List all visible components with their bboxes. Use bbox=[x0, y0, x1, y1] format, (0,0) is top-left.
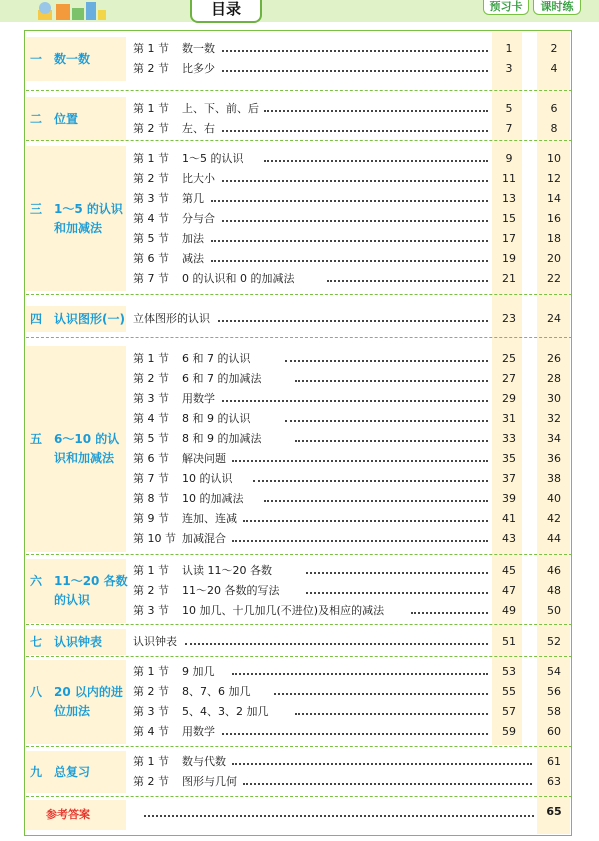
section-topic: 8 和 9 的加减法 bbox=[182, 432, 262, 445]
chapter-number: 一 bbox=[30, 52, 43, 66]
leader-dots bbox=[285, 360, 488, 362]
section-number: 立体图形的认识 bbox=[133, 312, 210, 325]
chapter-divider bbox=[26, 624, 572, 625]
chapter-divider bbox=[26, 796, 572, 797]
practice-page-number: 46 bbox=[547, 564, 561, 577]
building-blocks-icon bbox=[36, 0, 108, 20]
practice-page-number: 54 bbox=[547, 665, 561, 678]
leader-dots bbox=[222, 130, 488, 132]
toc-entry[interactable] bbox=[26, 682, 572, 702]
leader-dots bbox=[264, 160, 488, 162]
section-number: 第 8 节 bbox=[133, 492, 169, 505]
toc-entry[interactable] bbox=[26, 409, 572, 429]
toc-entry[interactable] bbox=[26, 389, 572, 409]
chapter-name-line: 数一数 bbox=[54, 52, 91, 66]
preview-page-number: 41 bbox=[502, 512, 516, 525]
section-topic: 减法 bbox=[182, 252, 204, 265]
toc-entry[interactable] bbox=[26, 529, 572, 549]
chapter-number: 九 bbox=[30, 765, 43, 779]
section-number: 第 9 节 bbox=[133, 512, 169, 525]
preview-page-number: 25 bbox=[502, 352, 516, 365]
practice-page-number: 58 bbox=[547, 705, 561, 718]
preview-page-number: 33 bbox=[502, 432, 516, 445]
chapter-name-line: 的认识 bbox=[54, 593, 91, 607]
section-topic: 比大小 bbox=[182, 172, 215, 185]
preview-page-number: 37 bbox=[502, 472, 516, 485]
answer-key-page: 65 bbox=[546, 805, 562, 818]
chapter-name-line: 1～5 的认识 bbox=[54, 202, 123, 216]
chapter-number: 三 bbox=[30, 202, 43, 216]
section-topic: 9 加几 bbox=[182, 665, 215, 678]
leader-dots bbox=[222, 180, 488, 182]
leader-dots bbox=[218, 320, 488, 322]
leader-dots bbox=[211, 200, 488, 202]
section-number: 第 2 节 bbox=[133, 62, 169, 75]
practice-page-number: 24 bbox=[547, 312, 561, 325]
section-number: 第 4 节 bbox=[133, 212, 169, 225]
chapter-name-line: 20 以内的进 bbox=[54, 685, 123, 699]
section-topic: 分与合 bbox=[182, 212, 215, 225]
toc-entry[interactable] bbox=[26, 189, 572, 209]
section-number: 第 1 节 bbox=[133, 352, 169, 365]
practice-page-number: 26 bbox=[547, 352, 561, 365]
preview-page-number: 51 bbox=[502, 635, 516, 648]
section-number: 第 6 节 bbox=[133, 452, 169, 465]
section-topic: 8、7、6 加几 bbox=[182, 685, 251, 698]
toc-entry[interactable] bbox=[26, 209, 572, 229]
leader-dots bbox=[222, 400, 488, 402]
leader-dots bbox=[411, 612, 488, 614]
toc-entry[interactable] bbox=[26, 369, 572, 389]
toc-entry[interactable] bbox=[26, 772, 572, 792]
toc-entry[interactable] bbox=[26, 99, 572, 119]
section-number: 第 2 节 bbox=[133, 372, 169, 385]
preview-page-number: 59 bbox=[502, 725, 516, 738]
section-topic: 第几 bbox=[182, 192, 204, 205]
leader-dots bbox=[243, 520, 488, 522]
practice-page-number: 34 bbox=[547, 432, 561, 445]
chapter-divider bbox=[26, 746, 572, 747]
section-number: 第 3 节 bbox=[133, 705, 169, 718]
section-number: 认识钟表 bbox=[133, 635, 177, 648]
leader-dots bbox=[306, 592, 488, 594]
chapter-number: 五 bbox=[30, 432, 43, 446]
chapter-name-line: 6～10 的认 bbox=[54, 432, 120, 446]
section-topic: 0 的认识和 0 的加减法 bbox=[182, 272, 295, 285]
preview-page-number: 45 bbox=[502, 564, 516, 577]
practice-page-number: 6 bbox=[550, 102, 558, 115]
practice-page-number: 63 bbox=[547, 775, 561, 788]
section-number: 第 3 节 bbox=[133, 192, 169, 205]
section-number: 第 10 节 bbox=[133, 532, 176, 545]
leader-dots bbox=[144, 815, 534, 817]
toc-entry[interactable] bbox=[26, 561, 572, 581]
leader-dots bbox=[211, 240, 488, 242]
section-topic: 解决问题 bbox=[182, 452, 226, 465]
leader-dots bbox=[295, 380, 488, 382]
practice-page-number: 52 bbox=[547, 635, 561, 648]
leader-dots bbox=[185, 643, 488, 645]
toc-entry[interactable] bbox=[26, 489, 572, 509]
practice-page-number: 28 bbox=[547, 372, 561, 385]
toc-entry[interactable] bbox=[26, 59, 572, 79]
section-topic: 5、4、3、2 加几 bbox=[182, 705, 269, 718]
leader-dots bbox=[295, 713, 488, 715]
leader-dots bbox=[285, 420, 488, 422]
preview-page-number: 43 bbox=[502, 532, 516, 545]
leader-dots bbox=[232, 673, 488, 675]
chapter-block bbox=[26, 629, 572, 655]
preview-page-number: 31 bbox=[502, 412, 516, 425]
practice-page-number: 36 bbox=[547, 452, 561, 465]
chapter-block bbox=[26, 751, 572, 793]
preview-page-number: 27 bbox=[502, 372, 516, 385]
section-topic: 用数学 bbox=[182, 392, 215, 405]
section-number: 第 2 节 bbox=[133, 775, 169, 788]
preview-page-number: 39 bbox=[502, 492, 516, 505]
leader-dots bbox=[232, 460, 488, 462]
section-number: 第 1 节 bbox=[133, 564, 169, 577]
toc-entry[interactable] bbox=[26, 581, 572, 601]
practice-page-number: 50 bbox=[547, 604, 561, 617]
section-number: 第 2 节 bbox=[133, 122, 169, 135]
practice-page-number: 2 bbox=[550, 42, 558, 55]
practice-page-number: 18 bbox=[547, 232, 561, 245]
section-number: 第 3 节 bbox=[133, 392, 169, 405]
preview-page-number: 55 bbox=[502, 685, 516, 698]
toc-entry[interactable] bbox=[26, 39, 572, 59]
section-topic: 1～5 的认识 bbox=[182, 152, 244, 165]
toc-entry[interactable] bbox=[26, 119, 572, 139]
leader-dots bbox=[211, 260, 488, 262]
section-number: 第 1 节 bbox=[133, 755, 169, 768]
chapter-divider bbox=[26, 656, 572, 657]
section-topic: 比多少 bbox=[182, 62, 215, 75]
preview-page-number: 47 bbox=[502, 584, 516, 597]
practice-page-number: 44 bbox=[547, 532, 561, 545]
toc-entry[interactable] bbox=[26, 309, 572, 329]
section-topic: 10 加几、十几加几(不进位)及相应的减法 bbox=[182, 604, 385, 617]
preview-page-number: 5 bbox=[505, 102, 513, 115]
toc-entry[interactable] bbox=[26, 349, 572, 369]
section-topic: 认读 11～20 各数 bbox=[182, 564, 272, 577]
preview-page-number: 3 bbox=[505, 62, 513, 75]
section-number: 第 2 节 bbox=[133, 685, 169, 698]
practice-page-number: 42 bbox=[547, 512, 561, 525]
preview-page-number: 19 bbox=[502, 252, 516, 265]
chapter-block bbox=[26, 306, 572, 332]
chapter-divider bbox=[26, 140, 572, 141]
preview-card-tag: 预习卡 bbox=[483, 0, 529, 15]
preview-page-number: 17 bbox=[502, 232, 516, 245]
leader-dots bbox=[295, 440, 488, 442]
section-number: 第 7 节 bbox=[133, 472, 169, 485]
chapter-divider bbox=[26, 554, 572, 555]
toc-entry[interactable] bbox=[26, 702, 572, 722]
practice-page-number: 12 bbox=[547, 172, 561, 185]
section-topic: 数一数 bbox=[182, 42, 215, 55]
practice-page-number: 32 bbox=[547, 412, 561, 425]
chapter-name-line: 总复习 bbox=[54, 765, 91, 779]
practice-page-number: 16 bbox=[547, 212, 561, 225]
toc-entry[interactable] bbox=[26, 509, 572, 529]
chapter-number: 四 bbox=[30, 312, 43, 326]
preview-page-number: 23 bbox=[502, 312, 516, 325]
preview-page-number: 35 bbox=[502, 452, 516, 465]
page-title: 目录 bbox=[190, 0, 262, 23]
practice-page-number: 61 bbox=[547, 755, 561, 768]
practice-page-number: 38 bbox=[547, 472, 561, 485]
chapter-block bbox=[26, 346, 572, 552]
practice-page-number: 40 bbox=[547, 492, 561, 505]
chapter-name-line: 位置 bbox=[54, 112, 79, 126]
leader-dots bbox=[264, 110, 488, 112]
section-topic: 上、下、前、后 bbox=[182, 102, 259, 115]
toc-entry[interactable] bbox=[26, 752, 572, 772]
chapter-number: 六 bbox=[30, 574, 43, 588]
chapter-name-line: 认识钟表 bbox=[54, 635, 103, 649]
preview-page-number: 1 bbox=[505, 42, 513, 55]
toc-entry[interactable] bbox=[26, 169, 572, 189]
section-topic: 图形与几何 bbox=[182, 775, 237, 788]
section-topic: 加减混合 bbox=[182, 532, 226, 545]
answer-key-label: 参考答案 bbox=[46, 808, 90, 821]
answer-key-row[interactable] bbox=[26, 800, 572, 830]
section-topic: 6 和 7 的加减法 bbox=[182, 372, 262, 385]
section-topic: 左、右 bbox=[182, 122, 215, 135]
practice-page-number: 10 bbox=[547, 152, 561, 165]
leader-dots bbox=[306, 572, 488, 574]
leader-dots bbox=[264, 500, 488, 502]
chapter-name-line: 认识图形(一) bbox=[54, 312, 125, 326]
section-topic: 10 的加减法 bbox=[182, 492, 244, 505]
leader-dots bbox=[243, 783, 532, 785]
toc-entry[interactable] bbox=[26, 269, 572, 289]
section-topic: 连加、连减 bbox=[182, 512, 237, 525]
toc-entry[interactable] bbox=[26, 429, 572, 449]
preview-page-number: 11 bbox=[502, 172, 516, 185]
practice-page-number: 60 bbox=[547, 725, 561, 738]
leader-dots bbox=[274, 693, 488, 695]
chapter-name-line: 识和加减法 bbox=[54, 451, 115, 465]
lesson-practice-tag: 课时练 bbox=[533, 0, 581, 15]
section-number: 第 1 节 bbox=[133, 42, 169, 55]
practice-page-number: 14 bbox=[547, 192, 561, 205]
practice-page-number: 8 bbox=[550, 122, 558, 135]
chapter-block bbox=[26, 146, 572, 291]
section-number: 第 3 节 bbox=[133, 604, 169, 617]
toc-entry[interactable] bbox=[26, 149, 572, 169]
section-number: 第 7 节 bbox=[133, 272, 169, 285]
leader-dots bbox=[232, 540, 488, 542]
section-number: 第 5 节 bbox=[133, 432, 169, 445]
preview-page-number: 15 bbox=[502, 212, 516, 225]
toc-entry[interactable] bbox=[26, 469, 572, 489]
section-number: 第 5 节 bbox=[133, 232, 169, 245]
toc-entry[interactable] bbox=[26, 662, 572, 682]
toc-entry[interactable] bbox=[26, 601, 572, 621]
chapter-divider bbox=[26, 294, 572, 295]
preview-page-number: 13 bbox=[502, 192, 516, 205]
preview-page-number: 21 bbox=[502, 272, 516, 285]
practice-page-number: 20 bbox=[547, 252, 561, 265]
preview-page-number: 9 bbox=[505, 152, 513, 165]
toc-entry[interactable] bbox=[26, 722, 572, 742]
section-number: 第 1 节 bbox=[133, 152, 169, 165]
leader-dots bbox=[222, 220, 488, 222]
practice-page-number: 22 bbox=[547, 272, 561, 285]
chapter-number: 八 bbox=[30, 685, 43, 699]
leader-dots bbox=[222, 50, 488, 52]
preview-page-number: 53 bbox=[502, 665, 516, 678]
chapter-name-line: 和加减法 bbox=[54, 221, 103, 235]
section-topic: 6 和 7 的认识 bbox=[182, 352, 251, 365]
chapter-name-line: 位加法 bbox=[54, 704, 91, 718]
section-number: 第 4 节 bbox=[133, 725, 169, 738]
leader-dots bbox=[222, 733, 488, 735]
section-topic: 数与代数 bbox=[182, 755, 226, 768]
leader-dots bbox=[327, 280, 488, 282]
section-topic: 8 和 9 的认识 bbox=[182, 412, 251, 425]
leader-dots bbox=[222, 70, 488, 72]
section-topic: 10 的认识 bbox=[182, 472, 233, 485]
toc-entry[interactable] bbox=[26, 249, 572, 269]
section-number: 第 1 节 bbox=[133, 102, 169, 115]
section-topic: 用数学 bbox=[182, 725, 215, 738]
preview-page-number: 57 bbox=[502, 705, 516, 718]
practice-page-number: 48 bbox=[547, 584, 561, 597]
chapter-name-line: 11～20 各数 bbox=[54, 574, 128, 588]
section-number: 第 4 节 bbox=[133, 412, 169, 425]
chapter-number: 二 bbox=[30, 112, 43, 126]
section-topic: 加法 bbox=[182, 232, 204, 245]
chapter-block bbox=[26, 660, 572, 744]
leader-dots bbox=[232, 763, 532, 765]
section-number: 第 6 节 bbox=[133, 252, 169, 265]
chapter-divider bbox=[26, 337, 572, 338]
section-topic: 11～20 各数的写法 bbox=[182, 584, 280, 597]
chapter-block bbox=[26, 97, 572, 141]
chapter-number: 七 bbox=[30, 635, 43, 649]
section-number: 第 2 节 bbox=[133, 584, 169, 597]
practice-page-number: 56 bbox=[547, 685, 561, 698]
preview-page-number: 49 bbox=[502, 604, 516, 617]
toc-entry[interactable] bbox=[26, 632, 572, 652]
chapter-block bbox=[26, 559, 572, 623]
section-number: 第 1 节 bbox=[133, 665, 169, 678]
practice-page-number: 30 bbox=[547, 392, 561, 405]
toc-entry[interactable] bbox=[26, 449, 572, 469]
chapter-divider bbox=[26, 90, 572, 91]
leader-dots bbox=[253, 480, 488, 482]
preview-page-number: 7 bbox=[505, 122, 513, 135]
chapter-block bbox=[26, 37, 572, 81]
section-number: 第 2 节 bbox=[133, 172, 169, 185]
toc-entry[interactable] bbox=[26, 229, 572, 249]
practice-page-number: 4 bbox=[550, 62, 558, 75]
preview-page-number: 29 bbox=[502, 392, 516, 405]
